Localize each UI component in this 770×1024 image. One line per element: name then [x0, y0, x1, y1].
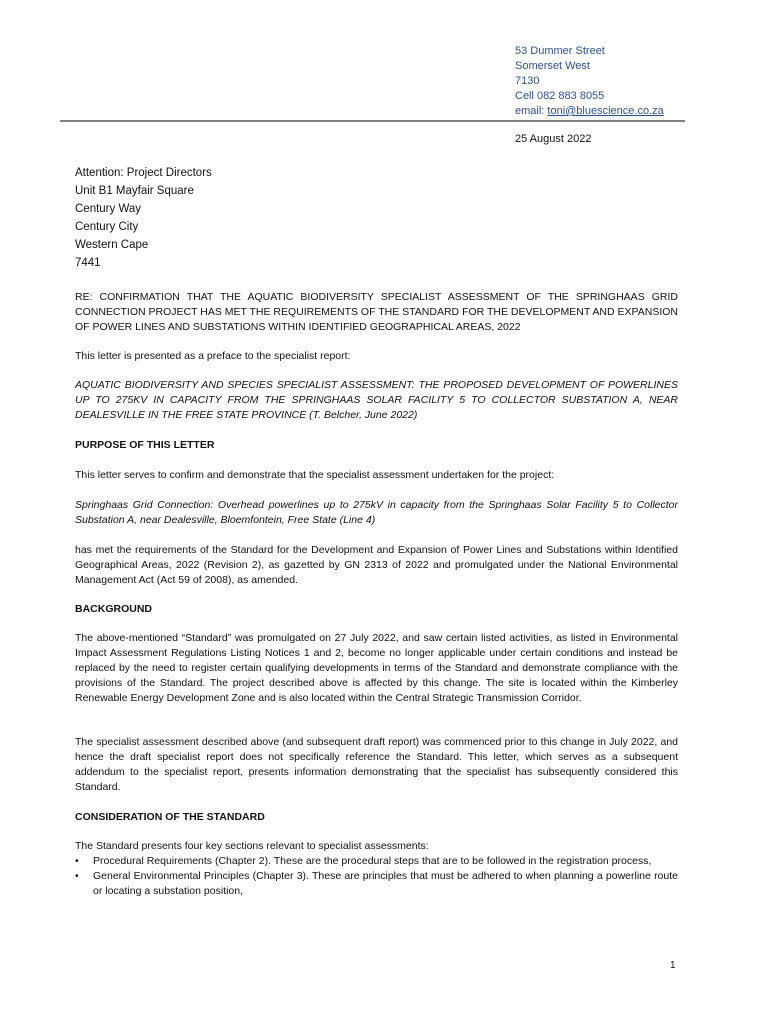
sender-street: 53 Dummer Street	[515, 45, 605, 57]
sender-cell: Cell 082 883 8055	[515, 90, 605, 102]
bullet-icon: •	[75, 870, 79, 882]
recipient-attention: Attention: Project Directors	[75, 167, 212, 179]
letter-date: 25 August 2022	[515, 133, 592, 145]
recipient-line-4: Western Cape	[75, 239, 149, 251]
project-description: Springhaas Grid Connection: Overhead powerlines up to 275kV in capacity from the Springhaas Solar Facility 5 to Collector Substation A, near Dealesville, Bloemfontein, Free State (Line 4)	[75, 499, 678, 526]
consideration-intro: The Standard presents four key sections relevant to specialist assessments:	[75, 840, 429, 852]
sender-email-link[interactable]: toni@bluescience.co.za	[547, 105, 664, 117]
background-paragraph-2: The specialist assessment described above (and subsequent draft report) was commenced prior to this change in July 2022, and hence the draft specialist report does not specifically reference the Standard. This letter, which serves as a subsequent addendum to the specialist report, presents information demonstrating that the specialist has subsequently considered this Standard.	[75, 736, 678, 793]
list-item	[75, 854, 678, 869]
recipient-line-3: Century City	[75, 221, 139, 233]
page-number: 1	[670, 960, 676, 971]
sender-suburb: Somerset West	[515, 60, 590, 72]
background-heading: BACKGROUND	[75, 603, 152, 615]
sender-address	[515, 44, 745, 119]
subject-line: RE: CONFIRMATION THAT THE AQUATIC BIODIVERSITY SPECIALIST ASSESSMENT OF THE SPRINGHAAS GRID CONNECTION PROJECT HAS MET THE REQUIREMENTS OF THE STANDARD FOR THE DEVELOPMENT AND EXPANSION OF POWER LINES AND SUBSTATIONS WITHIN IDENTIFIED GEOGRAPHICAL AREAS, 2022	[75, 291, 678, 333]
recipient-line-1: Unit B1 Mayfair Square	[75, 185, 194, 197]
sender-postcode: 7130	[515, 75, 540, 87]
consideration-section	[75, 839, 678, 899]
sender-email-label: email:	[515, 105, 548, 117]
recipient-line-2: Century Way	[75, 203, 142, 215]
bullet-text: Procedural Requirements (Chapter 2). These are the procedural steps that are to be followed in the registration process,	[93, 855, 652, 867]
recipient-address	[75, 164, 212, 272]
preface-text: This letter is presented as a preface to the specialist report:	[75, 350, 351, 362]
purpose-heading: PURPOSE OF THIS LETTER	[75, 439, 215, 451]
purpose-statement: has met the requirements of the Standard for the Development and Expansion of Power Lines and Substations within Identified Geographical Areas, 2022 (Revision 2), as gazetted by GN 2313 of 2022 and promulgated under the National Environmental Management Act (Act 59 of 2008), as amended.	[75, 544, 678, 586]
recipient-line-5: 7441	[75, 257, 101, 269]
background-paragraph-1: The above-mentioned “Standard” was promulgated on 27 July 2022, and saw certain listed activities, as listed in Environmental Impact Assessment Regulations Listing Notices 1 and 2, become no longer applicable under certain conditions and instead be replaced by the need to register certain qualifying developments in terms of the Standard and demonstrate compliance with the provisions of the Standard. The project described above is affected by this change. The site is located within the Kimberley Renewable Energy Development Zone and is also located within the Central Strategic Transmission Corridor.	[75, 632, 678, 704]
consideration-heading: CONSIDERATION OF THE STANDARD	[75, 811, 265, 823]
bullet-icon: •	[75, 855, 79, 867]
bullet-text: General Environmental Principles (Chapter 3). These are principles that must be adhered to when planning a powerline route or locating a substation position,	[93, 870, 678, 897]
sender-email-line	[515, 104, 745, 119]
purpose-intro: This letter serves to confirm and demonstrate that the specialist assessment undertaken for the project:	[75, 469, 555, 481]
header-divider	[60, 120, 685, 122]
report-title: AQUATIC BIODIVERSITY AND SPECIES SPECIALIST ASSESSMENT: THE PROPOSED DEVELOPMENT OF POWERLINES UP TO 275KV IN CAPACITY FROM THE SPRINGHAAS SOLAR FACILITY 5 TO COLLECTOR SUBSTATION A, NEAR DEALESVILLE IN THE FREE STATE PROVINCE (T. Belcher, June 2022)	[75, 379, 678, 421]
list-item	[75, 869, 678, 899]
